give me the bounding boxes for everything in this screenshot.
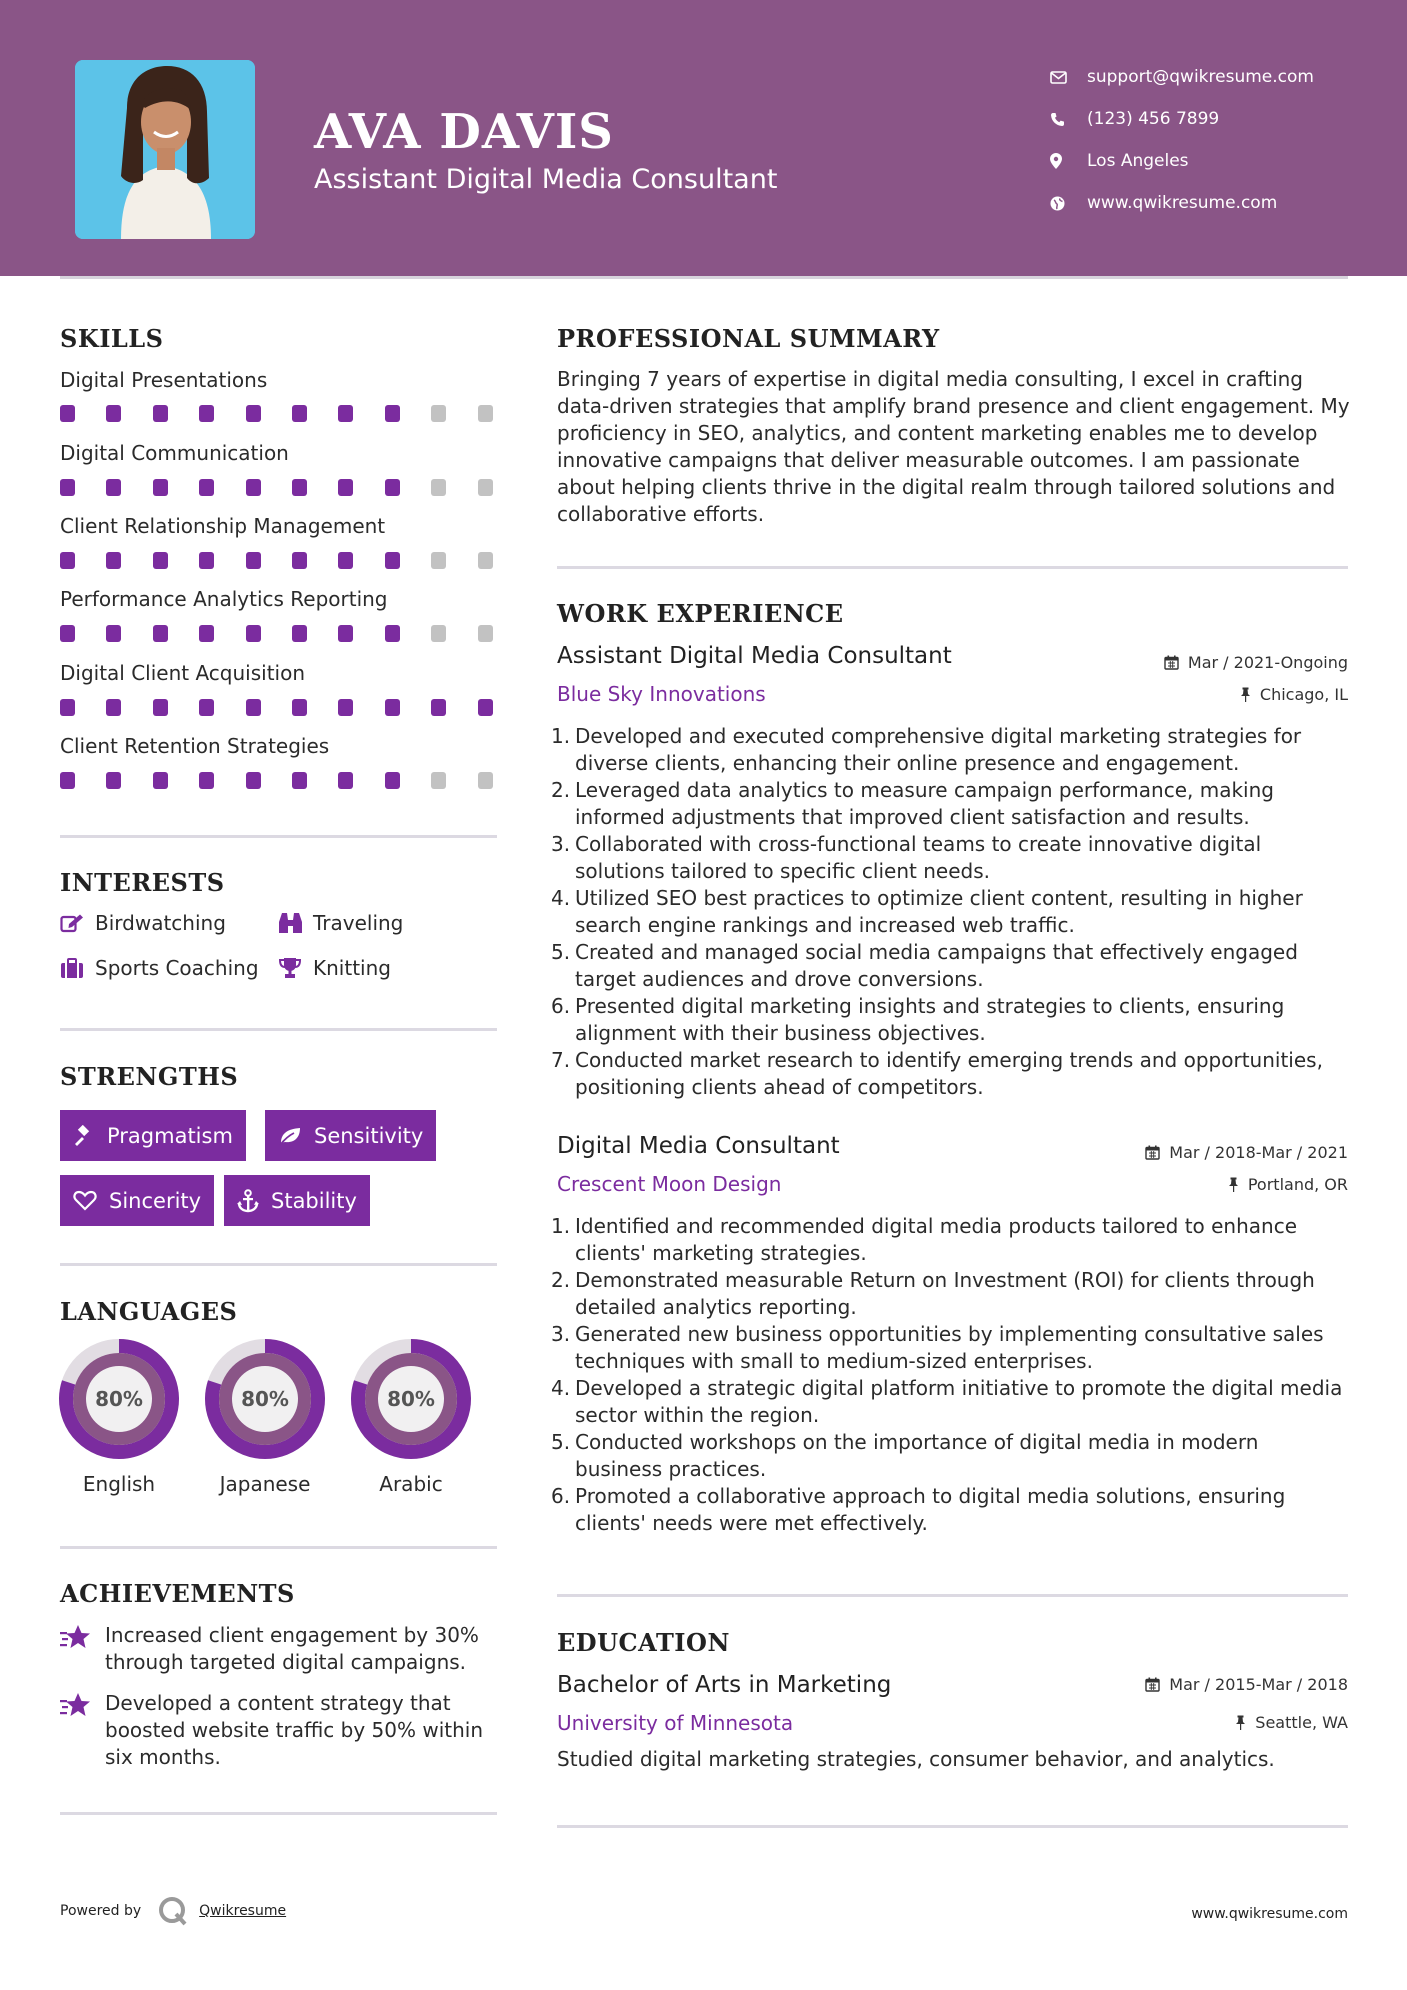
contact-website[interactable] [1050,182,1314,224]
skill-label: Client Retention Strategies [60,734,330,758]
language-name: Japanese [219,1472,311,1496]
skill-rating [60,405,500,422]
job-responsibilities [551,723,1351,1101]
school-name: University of Minnesota [557,1711,794,1735]
section-divider [557,566,1348,569]
skill-label: Performance Analytics Reporting [60,587,388,611]
heart-icon [73,1190,97,1211]
skill-dot-filled [246,699,261,716]
trophy-icon [278,957,313,979]
achievement-text: Developed a content strategy that boosted website traffic by 50% within six months. [105,1691,483,1769]
skill-dot-empty [478,625,493,642]
header-divider [60,276,1348,279]
language-ring [350,1338,472,1460]
achievement-item [60,1690,505,1771]
language-percent: 80% [95,1387,143,1411]
binoculars-icon [278,912,313,934]
skill-dot-filled [292,552,307,569]
skill-dot-filled [60,699,75,716]
skill-dot-filled [338,772,353,789]
list-item: 4. Utilized SEO best practices to optimize client content, resulting in higher search engine rankings and increased web traffic. [551,886,1303,937]
skill-dot-filled [292,699,307,716]
list-item: 7. Conducted market research to identify emerging trends and opportunities, positioning clients ahead of competitors. [551,1048,1323,1099]
skill-label: Digital Presentations [60,368,268,392]
star-award-icon [60,1622,105,1676]
education-description: Studied digital marketing strategies, consumer behavior, and analytics. [557,1747,1275,1771]
list-item: 1. Identified and recommended digital media products tailored to enhance clients' marketing strategies. [551,1214,1298,1265]
skill-dot-filled [199,479,214,496]
envelope-icon [1050,71,1087,84]
job-title: Digital Media Consultant [557,1133,840,1159]
strength-badge [265,1110,436,1161]
interests-heading: INTERESTS [60,868,225,897]
languages-heading: LANGUAGES [60,1297,238,1326]
skill-dot-filled [60,552,75,569]
powered-by-label: Powered by [60,1903,142,1919]
skill-dot-filled [292,625,307,642]
strength-badge [224,1175,370,1226]
job-title: Assistant Digital Media Consultant [557,643,952,669]
section-divider [60,1028,497,1031]
language-item [204,1338,326,1496]
section-divider [60,835,497,838]
language-ring [204,1338,326,1460]
skill-dot-filled [153,699,168,716]
skill-dot-filled [106,479,121,496]
summary-text: Bringing 7 years of expertise in digital media consulting, I excel in crafting data-driven strategies that amplify brand presence and client engagement. My proficiency in SEO, analytics, and content marketing enables me to develop innovative campaigns that deliver measurable outcomes. I am passionate about helping clients thrive in the digital realm through tailored solutions and collaborative efforts. [557,367,1350,526]
pushpin-icon [1228,1177,1239,1192]
skill-rating [60,479,500,496]
section-divider [60,1812,497,1815]
education-heading: EDUCATION [557,1628,730,1657]
skill-dot-filled [385,405,400,422]
contact-location-text: Los Angeles [1087,151,1189,171]
skill-label: Client Relationship Management [60,514,386,538]
skill-dot-empty [478,405,493,422]
language-item [58,1338,180,1496]
phone-icon [1050,112,1087,127]
section-divider [60,1263,497,1266]
skill-dot-filled [199,772,214,789]
skill-dot-empty [478,552,493,569]
skill-rating [60,772,500,789]
interest-item [60,956,259,980]
calendar-icon [1145,1145,1160,1160]
interest-item [278,911,403,935]
interest-item [278,956,391,980]
strengths-heading: STRENGTHS [60,1062,239,1091]
contact-location [1050,140,1314,182]
map-marker-icon [1050,153,1087,169]
job-responsibilities [551,1213,1351,1537]
resume-header [0,0,1407,276]
language-percent: 80% [241,1387,289,1411]
skill-dot-filled [292,772,307,789]
skill-dot-filled [385,479,400,496]
anchor-icon [237,1189,259,1213]
skill-dot-filled [338,625,353,642]
strength-label: Sensitivity [314,1123,424,1148]
pencil-square-icon [60,913,95,933]
skill-dot-filled [199,625,214,642]
strength-badge [60,1110,246,1161]
skills-heading: SKILLS [60,324,164,353]
skill-dot-empty [431,772,446,789]
footer-url[interactable]: www.qwikresume.com [1191,1906,1348,1922]
calendar-icon [1164,655,1179,670]
contact-list [1050,56,1314,224]
strength-badge [60,1175,214,1226]
degree-title: Bachelor of Arts in Marketing [557,1672,892,1698]
interest-label: Birdwatching [95,911,226,935]
qwikresume-logo-icon [157,1896,189,1926]
skill-dot-filled [199,552,214,569]
job-date-text: Mar / 2021-Ongoing [1187,653,1348,672]
skill-dot-filled [431,699,446,716]
skill-dot-filled [106,772,121,789]
company-name: Crescent Moon Design [557,1172,782,1196]
education-location [1235,1713,1348,1732]
section-divider [557,1825,1348,1828]
language-item [350,1338,472,1496]
skill-dot-filled [60,405,75,422]
skill-dot-filled [385,699,400,716]
education-location-text: Seattle, WA [1255,1713,1348,1732]
job-location-text: Portland, OR [1247,1175,1348,1194]
qwikresume-link[interactable]: Qwikresume [199,1903,287,1919]
job-location [1228,1175,1348,1194]
achievement-item [60,1622,505,1676]
candidate-name: AVA DAVIS [314,104,614,160]
strength-label: Pragmatism [107,1123,233,1148]
skill-rating [60,699,500,716]
education-date [1145,1675,1348,1694]
skill-dot-filled [292,405,307,422]
language-name: Arabic [379,1472,443,1496]
skill-dot-empty [431,552,446,569]
list-item: 4. Developed a strategic digital platform initiative to promote the digital media sector within the region. [551,1376,1343,1427]
strength-label: Sincerity [109,1188,202,1213]
skill-dot-filled [60,479,75,496]
skill-dot-filled [106,699,121,716]
skill-dot-empty [431,405,446,422]
skill-dot-filled [199,699,214,716]
skill-dot-filled [246,405,261,422]
skill-dot-filled [246,772,261,789]
strength-label: Stability [271,1188,357,1213]
star-award-icon [60,1690,105,1771]
language-ring [58,1338,180,1460]
skill-label: Digital Client Acquisition [60,661,306,685]
skill-dot-filled [106,405,121,422]
skill-dot-empty [478,772,493,789]
skill-dot-filled [199,405,214,422]
skill-dot-filled [385,552,400,569]
job-date [1145,1143,1348,1162]
job-date-text: Mar / 2018-Mar / 2021 [1169,1143,1348,1162]
skill-dot-filled [153,625,168,642]
pushpin-icon [1235,1715,1246,1730]
skill-dot-empty [478,479,493,496]
footer-powered-by [60,1896,286,1926]
job-date [1164,653,1348,672]
skill-dot-filled [478,699,493,716]
achievement-text: Increased client engagement by 30% through targeted digital campaigns. [105,1623,479,1674]
section-divider [557,1594,1348,1597]
education-date-text: Mar / 2015-Mar / 2018 [1169,1675,1348,1694]
list-item: 5. Created and managed social media campaigns that effectively engaged target audiences and drove conversions. [551,940,1298,991]
skill-rating [60,552,500,569]
skill-label: Digital Communication [60,441,289,465]
list-item: 6. Promoted a collaborative approach to digital media solutions, ensuring clients' needs were met effectively. [551,1484,1286,1535]
skill-dot-filled [338,699,353,716]
interest-label: Sports Coaching [95,956,259,980]
skill-dot-filled [153,479,168,496]
section-divider [60,1546,497,1549]
skill-dot-filled [338,405,353,422]
calendar-icon [1145,1677,1160,1692]
language-name: English [82,1472,156,1496]
contact-website-text: www.qwikresume.com [1087,193,1278,213]
skill-dot-filled [246,479,261,496]
interest-item [60,911,226,935]
contact-phone-text: (123) 456 7899 [1087,109,1220,129]
job-location-text: Chicago, IL [1259,685,1348,704]
skill-dot-filled [338,552,353,569]
skill-dot-filled [246,552,261,569]
skill-dot-filled [385,772,400,789]
contact-email[interactable] [1050,56,1314,98]
list-item: 3. Collaborated with cross-functional teams to create innovative digital solutions tailored to specific client needs. [551,832,1262,883]
skill-dot-filled [106,625,121,642]
list-item: 3. Generated new business opportunities by implementing consultative sales techniques with small to medium-sized enterprises. [551,1322,1324,1373]
job-location [1240,685,1348,704]
profile-photo [75,60,255,239]
skill-dot-filled [292,479,307,496]
pushpin-icon [1240,687,1251,702]
summary-heading: PROFESSIONAL SUMMARY [557,324,940,353]
skill-dot-filled [153,552,168,569]
skill-dot-filled [153,772,168,789]
skill-dot-empty [431,625,446,642]
language-percent: 80% [387,1387,435,1411]
skill-dot-empty [431,479,446,496]
candidate-title: Assistant Digital Media Consultant [314,164,778,195]
gavel-icon [73,1125,95,1147]
skill-dot-filled [385,625,400,642]
skill-dot-filled [106,552,121,569]
skill-dot-filled [338,479,353,496]
contact-phone[interactable] [1050,98,1314,140]
skill-dot-filled [60,772,75,789]
list-item: 2. Demonstrated measurable Return on Investment (ROI) for clients through detailed analytics reporting. [551,1268,1315,1319]
list-item: 2. Leveraged data analytics to measure campaign performance, making informed adjustments that improved client satisfaction and results. [551,778,1274,829]
list-item: 6. Presented digital marketing insights and strategies to clients, ensuring alignment with their business objectives. [551,994,1285,1045]
list-item: 1. Developed and executed comprehensive digital marketing strategies for diverse clients, enhancing their online presence and engagement. [551,724,1302,775]
globe-icon [1050,196,1087,211]
achievements-heading: ACHIEVEMENTS [60,1579,295,1608]
contact-email-text: support@qwikresume.com [1087,67,1314,87]
company-name: Blue Sky Innovations [557,682,766,706]
skill-rating [60,625,500,642]
interest-label: Traveling [313,911,404,935]
skill-dot-filled [60,625,75,642]
skill-dot-filled [246,625,261,642]
interest-label: Knitting [313,956,391,980]
list-item: 5. Conducted workshops on the importance of digital media in modern business practices. [551,1430,1259,1481]
profile-photo-image [75,60,255,239]
leaf-icon [278,1126,302,1146]
briefcase-icon [60,958,95,979]
experience-heading: WORK EXPERIENCE [557,599,844,628]
skill-dot-filled [153,405,168,422]
